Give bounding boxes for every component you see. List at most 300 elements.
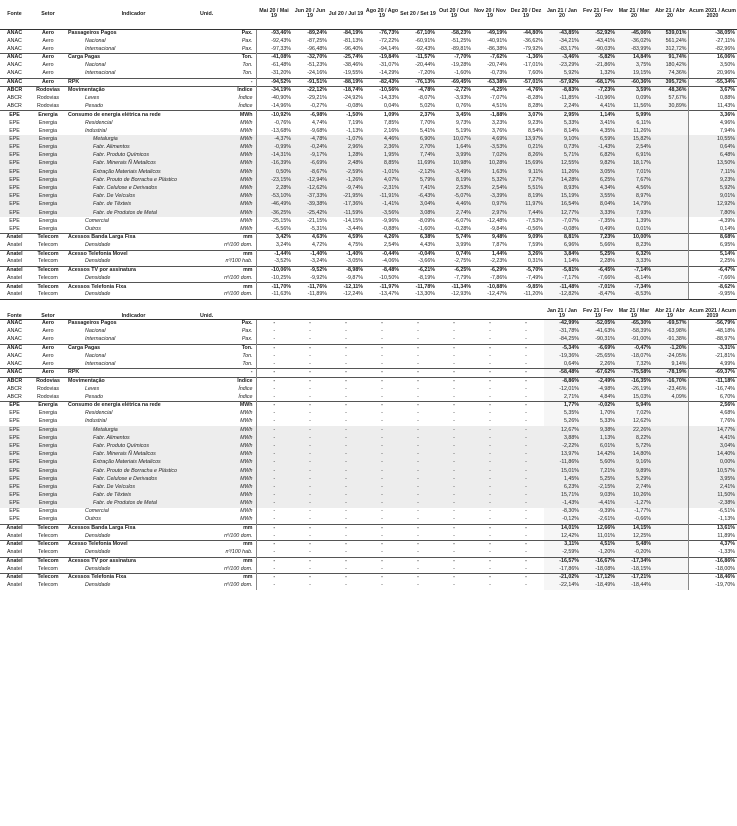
value-cell: -12,01%	[544, 385, 580, 393]
value-cell: -	[417, 418, 419, 425]
value-cell: -	[472, 467, 508, 475]
value-cell: -	[256, 320, 292, 328]
table-row	[0, 119, 737, 127]
value-cell: 2,24%	[544, 103, 580, 111]
value-cell: 9,48%	[472, 234, 508, 242]
unit-cell: MWh	[200, 459, 256, 467]
table-row	[0, 86, 737, 94]
value-cell: -7,07%	[544, 217, 580, 225]
accum-cell: -11,18%	[688, 377, 737, 385]
value-cell: -	[525, 508, 527, 515]
value-cell: -	[345, 336, 347, 343]
header-empty	[328, 300, 364, 320]
source-cell: EPE	[0, 426, 29, 434]
value-cell: -	[508, 369, 544, 377]
accum-cell: 13,50%	[688, 160, 737, 168]
accum-cell: -7,66%	[688, 275, 737, 283]
value-cell: -43,41%	[580, 37, 616, 45]
value-cell: 4,69%	[472, 135, 508, 143]
value-cell: -	[381, 418, 383, 425]
indicator-cell: RPK	[67, 78, 200, 86]
value-cell: 6,38%	[400, 234, 436, 242]
value-cell: 12,77%	[544, 209, 580, 217]
value-cell: 4,59%	[328, 234, 364, 242]
value-cell: -	[364, 459, 400, 467]
value-cell: -	[489, 582, 491, 589]
table-row	[0, 402, 737, 410]
table-row	[0, 78, 737, 86]
unit-cell: Ton.	[242, 62, 253, 69]
table-row	[0, 475, 737, 483]
value-cell: -	[364, 557, 400, 565]
indicator-cell: Nacional	[85, 62, 106, 69]
value-cell: -	[364, 475, 400, 483]
sector-cell: Energia	[29, 144, 67, 152]
value-cell: -	[345, 582, 347, 589]
source-cell: ANAC	[0, 78, 29, 86]
value-cell: 2,95%	[544, 111, 580, 119]
value-cell: 5,25%	[580, 250, 616, 258]
value-cell: 5,33%	[544, 119, 580, 127]
value-cell: -3,93%	[454, 94, 471, 101]
value-cell: -	[436, 434, 472, 442]
value-cell: 7,32%	[616, 361, 652, 369]
value-cell: -21,15%	[307, 217, 327, 224]
value-cell: 3,33%	[616, 258, 652, 266]
value-cell: 3,07%	[508, 111, 544, 119]
value-cell: 5,94%	[616, 402, 652, 410]
value-cell: -6,69%	[292, 160, 328, 168]
value-cell: 2,16%	[383, 127, 399, 134]
value-cell: -11,91%	[364, 193, 400, 201]
value-cell: 1,13%	[580, 434, 616, 442]
value-cell: -	[525, 516, 527, 523]
value-cell: -58,39%	[616, 328, 652, 336]
value-cell: 3,84%	[544, 250, 580, 258]
value-cell: 8,26%	[508, 152, 544, 160]
sector-cell: Energia	[29, 451, 67, 459]
value-cell: -92,43%	[415, 45, 435, 52]
value-cell: -	[309, 320, 311, 327]
value-cell	[652, 127, 688, 135]
accum-cell: 0,00%	[688, 459, 737, 467]
value-cell: -9,84%	[490, 225, 507, 232]
value-cell: -91,38%	[652, 336, 688, 344]
value-cell: -43,85%	[544, 29, 580, 37]
value-cell: -	[328, 434, 364, 442]
value-cell: -69,57%	[652, 320, 688, 328]
value-cell: -2,22%	[544, 443, 580, 451]
source-cell: EPE	[0, 434, 29, 442]
source-cell: EPE	[0, 152, 29, 160]
value-cell: 9,03%	[580, 492, 616, 500]
table-row	[0, 176, 737, 184]
value-cell: -67,62%	[580, 369, 616, 377]
value-cell: -	[489, 320, 491, 327]
value-cell: -	[436, 344, 472, 352]
value-cell: 5,99%	[616, 111, 652, 119]
header-fonte: Fonte	[0, 0, 29, 29]
sector-cell: Aero	[29, 369, 67, 377]
value-cell: -1,07%	[328, 135, 364, 143]
value-cell: -16,70%	[652, 377, 688, 385]
sector-cell: Aero	[29, 54, 67, 62]
header-period: Jun 20 / Jun 19	[292, 0, 328, 29]
value-cell: 5,60%	[580, 459, 616, 467]
value-cell: 6,23%	[544, 483, 580, 491]
sector-cell: Telecom	[29, 541, 67, 549]
value-cell: -	[292, 459, 328, 467]
value-cell	[652, 201, 688, 209]
value-cell: -9,74%	[328, 185, 364, 193]
value-cell: -	[417, 549, 419, 556]
value-cell	[652, 193, 688, 201]
unit-cell: MWh	[200, 492, 256, 500]
accum-cell: 3,95%	[688, 475, 737, 483]
value-cell: -	[328, 402, 364, 410]
header-empty	[364, 300, 400, 320]
value-cell: -2,59%	[328, 168, 364, 176]
value-cell: 2,26%	[580, 361, 616, 369]
value-cell: -87,25%	[307, 37, 327, 44]
value-cell: -	[256, 582, 292, 590]
value-cell: 57,67%	[652, 95, 688, 103]
table-row	[0, 336, 737, 344]
value-cell: -7,79%	[454, 274, 471, 281]
value-cell: -	[345, 385, 347, 392]
value-cell: -31,07%	[379, 62, 399, 69]
value-cell: -	[453, 385, 455, 392]
value-cell: 9,23%	[527, 119, 543, 126]
value-cell: -8,67%	[292, 168, 328, 176]
unit-cell: Ton.	[242, 352, 253, 359]
value-cell: 7,59%	[527, 242, 543, 249]
value-cell: -88,19%	[328, 78, 364, 86]
value-cell: -	[525, 336, 527, 343]
unit-cell: MWh	[200, 201, 256, 209]
value-cell: -1,20%	[580, 549, 616, 557]
sector-cell: Energia	[38, 225, 58, 232]
value-cell: -14,33%	[379, 94, 399, 101]
table-row	[0, 45, 737, 53]
indicator-cell: Consumo de energia elétrica na rede	[67, 111, 200, 119]
value-cell: -2,59%	[544, 549, 580, 557]
value-cell: 5,02%	[419, 102, 435, 109]
value-cell: -91,51%	[292, 78, 328, 86]
value-cell: -16,67%	[580, 557, 616, 565]
value-cell: -	[292, 541, 328, 549]
value-cell: -37,33%	[292, 193, 328, 201]
value-cell	[652, 135, 688, 143]
value-cell: 7,44%	[508, 209, 544, 217]
value-cell: -	[328, 369, 364, 377]
sector-cell: Rodovias	[36, 102, 60, 109]
value-cell: 4,72%	[311, 242, 327, 249]
table-row	[0, 95, 737, 103]
accum-cell: 20,96%	[688, 70, 737, 78]
value-cell: -	[472, 524, 508, 532]
value-cell: -	[417, 565, 419, 572]
value-cell: -10,06%	[256, 266, 292, 274]
value-cell: -	[472, 500, 508, 508]
source-cell: EPE	[0, 467, 29, 475]
value-cell: -	[417, 320, 419, 327]
value-cell: -	[472, 443, 508, 451]
value-cell: 8,85%	[364, 160, 400, 168]
table-row	[0, 291, 737, 299]
value-cell: -	[489, 393, 491, 400]
value-cell: -	[309, 352, 311, 359]
value-cell: -	[364, 426, 400, 434]
sector-cell: Aero	[29, 78, 67, 86]
value-cell: 7,70%	[419, 119, 435, 126]
value-cell: -	[345, 549, 347, 556]
value-cell: -3,53%	[472, 144, 508, 152]
sector-cell: Energia	[29, 483, 67, 491]
value-cell: -9,52%	[292, 266, 328, 274]
value-cell: -25,42%	[292, 209, 328, 217]
value-cell: -5,70%	[508, 266, 544, 274]
value-cell: -39,38%	[292, 201, 328, 209]
value-cell: -	[309, 393, 311, 400]
value-cell: -63,98%	[652, 328, 688, 336]
sector-cell: Telecom	[38, 549, 58, 556]
value-cell: -	[345, 393, 347, 400]
source-cell: EPE	[0, 475, 29, 483]
value-cell: -9,92%	[310, 274, 327, 281]
indicator-cell: Nacional	[85, 37, 106, 44]
indicator-cell: Pesado	[85, 102, 103, 109]
value-cell: 3,41%	[580, 119, 616, 127]
accum-cell: 7,76%	[688, 418, 737, 426]
header-period: Nov 20 / Nov 19	[472, 0, 508, 29]
value-cell: 8,23%	[616, 242, 652, 250]
value-cell: -	[489, 532, 491, 539]
value-cell: -5,82%	[580, 54, 616, 62]
value-cell: 19,15%	[616, 70, 652, 78]
value-cell: 3,23%	[491, 119, 507, 126]
indicator-cell: Internacional	[85, 336, 116, 343]
value-cell: -	[256, 467, 292, 475]
source-cell: EPE	[0, 185, 29, 193]
value-cell: -11,34%	[436, 283, 472, 291]
value-cell: -	[508, 443, 544, 451]
header-period: Abr 21 / Abr 19	[652, 300, 688, 320]
value-cell: -	[489, 385, 491, 392]
value-cell: -52,92%	[580, 29, 616, 37]
sector-cell: Telecom	[38, 258, 58, 265]
value-cell: -53,10%	[256, 193, 292, 201]
value-cell	[652, 402, 688, 410]
value-cell: -	[292, 402, 328, 410]
indicator-cell: Extração Materiais Metalicos	[67, 459, 200, 467]
unit-cell: mm	[200, 557, 256, 565]
value-cell: -	[508, 475, 544, 483]
unit-cell: mm	[200, 250, 256, 258]
value-cell: 9,11%	[508, 168, 544, 176]
value-cell: 5,19%	[455, 127, 471, 134]
source-cell: Anatel	[6, 258, 23, 265]
value-cell: 4,41%	[580, 103, 616, 111]
value-cell: 5,41%	[419, 127, 435, 134]
value-cell: -	[256, 377, 292, 385]
sector-cell: Energia	[29, 492, 67, 500]
value-cell: -	[472, 475, 508, 483]
value-cell: -18,15%	[616, 565, 652, 573]
value-cell: -	[292, 377, 328, 385]
value-cell: -	[436, 443, 472, 451]
indicator-cell: Fabr. Produto Químicos	[67, 443, 200, 451]
value-cell: -69,45%	[436, 78, 472, 86]
value-cell: -11,57%	[400, 54, 436, 62]
indicator-cell: Leves	[85, 94, 100, 101]
sector-cell: Telecom	[38, 532, 58, 539]
source-cell: ANAC	[7, 352, 22, 359]
accum-cell: -56,79%	[688, 320, 737, 328]
table-row	[0, 459, 737, 467]
value-cell: 11,26%	[616, 127, 652, 135]
value-cell: -	[292, 426, 328, 434]
value-cell: 3,26%	[508, 250, 544, 258]
accum-cell: 7,11%	[688, 168, 737, 176]
unit-cell: MWh	[200, 193, 256, 201]
header-unid: Unid.	[200, 0, 256, 29]
value-cell: 6,90%	[400, 135, 436, 143]
value-cell: 8,97%	[616, 193, 652, 201]
unit-cell: mm	[200, 266, 256, 274]
source-cell: EPE	[0, 176, 29, 184]
table-row	[0, 250, 737, 258]
value-cell: -1,27%	[616, 500, 652, 508]
accum-cell: -38,05%	[688, 29, 737, 37]
value-cell: -0,08%	[346, 102, 363, 109]
indicator-cell: Fabr. Minerais Ñ Metalicos	[67, 160, 200, 168]
header-period: Mai 20 / Mai 19	[256, 0, 292, 29]
indicator-cell: Fabr. de Produtos de Metal	[67, 500, 200, 508]
source-cell: EPE	[9, 127, 20, 134]
accum-cell: -55,34%	[688, 78, 737, 86]
value-cell: 7,02%	[616, 410, 652, 418]
value-cell: -	[345, 328, 347, 335]
value-cell: -	[256, 336, 292, 344]
value-cell: -8,14%	[616, 275, 652, 283]
value-cell: -40,90%	[256, 95, 292, 103]
value-cell: -0,02%	[580, 402, 616, 410]
value-cell: -18,07%	[616, 352, 652, 360]
value-cell: -	[328, 344, 364, 352]
value-cell: -34,19%	[256, 86, 292, 94]
value-cell	[652, 209, 688, 217]
value-cell: -	[436, 557, 472, 565]
value-cell: 7,93%	[616, 209, 652, 217]
value-cell: -	[309, 360, 311, 367]
accum-cell: -82,96%	[688, 45, 737, 53]
value-cell	[652, 242, 688, 250]
value-cell	[652, 443, 688, 451]
value-cell: -	[417, 516, 419, 523]
value-cell: -6,29%	[472, 266, 508, 274]
value-cell: -13,47%	[379, 291, 399, 298]
value-cell: 11,69%	[400, 160, 436, 168]
value-cell: -8,98%	[328, 266, 364, 274]
value-cell: -	[525, 360, 527, 367]
value-cell: -	[292, 434, 328, 442]
value-cell: -	[345, 565, 347, 572]
header-period: Ago 20 / Ago 19	[364, 0, 400, 29]
source-cell: ANAC	[0, 344, 29, 352]
accum-cell: 11,89%	[688, 533, 737, 541]
value-cell: -4,41%	[580, 500, 616, 508]
indicator-cell: Consumo de energia elétrica na rede	[67, 402, 200, 410]
unit-cell: MWh	[200, 152, 256, 160]
sector-cell: Rodovias	[36, 385, 60, 392]
value-cell: -2,49%	[580, 377, 616, 385]
value-cell: 2,36%	[364, 144, 400, 152]
value-cell: -	[508, 500, 544, 508]
accum-cell: -18,00%	[688, 565, 737, 573]
value-cell: 12,66%	[580, 524, 616, 532]
value-cell: -	[256, 574, 292, 582]
value-cell: 6,82%	[580, 152, 616, 160]
accum-cell: -27,11%	[688, 37, 737, 45]
sector-cell: Energia	[29, 185, 67, 193]
indicator-cell: Acessos Telefonia Fixa	[67, 574, 200, 582]
value-cell: -	[328, 475, 364, 483]
value-cell: 0,49%	[580, 226, 616, 234]
value-cell: -	[256, 508, 292, 516]
value-cell: -	[436, 467, 472, 475]
value-cell: -58,48%	[544, 369, 580, 377]
value-cell: -	[309, 516, 311, 523]
value-cell: -0,27%	[310, 102, 327, 109]
value-cell: 11,26%	[544, 168, 580, 176]
value-cell: -	[400, 557, 436, 565]
value-cell: -1,13%	[346, 127, 363, 134]
table-row	[0, 508, 737, 516]
sector-cell: Energia	[29, 201, 67, 209]
value-cell	[652, 144, 688, 152]
source-cell: EPE	[9, 516, 20, 523]
sector-cell: Telecom	[38, 274, 58, 281]
header-empty	[508, 300, 544, 320]
value-cell: -	[417, 393, 419, 400]
sector-cell: Rodovias	[36, 393, 60, 400]
value-cell: -8,30%	[544, 508, 580, 516]
value-cell: -11,78%	[400, 283, 436, 291]
value-cell: -7,20%	[418, 70, 435, 77]
value-cell: -1,60%	[454, 70, 471, 77]
value-cell: 9,89%	[616, 467, 652, 475]
value-cell: -23,46%	[652, 385, 688, 393]
unit-cell: Pax.	[241, 328, 253, 335]
value-cell: -4,25%	[472, 86, 508, 94]
accum-cell: 0,88%	[688, 95, 737, 103]
accum-cell: -6,47%	[688, 266, 737, 274]
value-cell: 9,73%	[455, 119, 471, 126]
value-cell: -	[472, 451, 508, 459]
table-row	[0, 361, 737, 369]
value-cell: 395,72%	[652, 78, 688, 86]
value-cell: -	[508, 451, 544, 459]
value-cell: -	[256, 492, 292, 500]
unit-cell: Ton.	[242, 360, 253, 367]
header-period: Fev 21 / Fev 19	[580, 300, 616, 320]
value-cell: -29,21%	[307, 94, 327, 101]
value-cell: -	[345, 410, 347, 417]
source-cell: EPE	[0, 168, 29, 176]
value-cell: -	[292, 451, 328, 459]
value-cell: -	[292, 475, 328, 483]
